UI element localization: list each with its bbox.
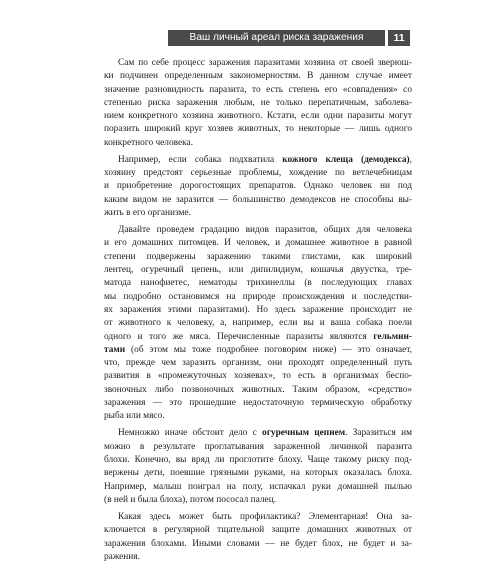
text-run: и приобретение дорогостоящих препаратов. Однако человек ни под [104,181,412,192]
text-line [104,110,412,123]
text-run: можно в результате проглатывания зараженной личинкой паразита [104,441,412,452]
text-run: конкретного человека. [104,137,194,148]
bold-term: гельмин- [373,331,412,342]
text-line [104,180,412,193]
text-line [104,264,412,277]
text-line [104,357,412,370]
body-text [104,57,412,564]
text-run: поразить широкий круг хозяев животных, то некоторые — лишь одного [104,124,412,135]
text-run: хозяину предстоят серьезные проблемы, хождение по ветлечебницам [104,168,412,179]
text-run: нием конкретного хозяина животного. Кстати, если одни паразиты могут [104,111,412,122]
text-run: каким видом не заразится — большинство демодексов не способны вы- [104,194,412,205]
text-run: мы подробно остановимся на природе происхождения и последстви- [104,291,412,302]
text-line [104,524,412,537]
text-line [104,224,412,237]
text-run: Давайте проведем градацию видов паразитов, общих для человека [118,225,412,236]
paragraph [104,154,412,220]
text-run: блохи. Конечно, вы вряд ли проглотите блоху. Чаще такому риску под- [104,455,412,465]
text-run: . Заразиться им [345,428,412,439]
text-line [104,551,412,564]
text-run: лентец, огуречный цепень, или дипилидиум, кошачья двуустка, тре- [104,265,412,276]
text-run: одного и того же мяса. Перечисленные паразиты являются [104,331,374,342]
text-line [104,167,412,180]
text-line [104,84,412,97]
text-line [104,370,412,383]
text-run: и его домашних питомцев. И человек, и домашнее животное в равной [104,238,412,249]
text-line [104,194,412,207]
text-line [104,494,412,507]
text-line [104,251,412,264]
text-run: заражения блохами. Иными словами — не будет блох, не будет и за- [104,538,412,549]
text-run: Например, малыш поиграл на полу, испачкал руки домашней пылью [104,481,412,492]
running-header: Ваш личный ареал риска заражения [168,30,385,46]
text-line [104,427,412,440]
text-line [104,410,412,423]
text-line [104,304,412,317]
text-run: Какая здесь может быть профилактика? Элементарная! Она за- [118,511,412,522]
text-run: Например, если собака подхватила [118,154,283,165]
paragraph [104,427,412,507]
page-number: 11 [388,30,410,46]
text-run: , [409,154,412,165]
text-run: развития в «промежуточных хозяевах», то есть в организмах беспо- [104,371,412,382]
text-line [104,154,412,167]
text-line [104,538,412,551]
text-run: степенью риска заражения любым, не только перепатичным, заболева- [104,97,412,108]
text-line [104,511,412,524]
text-line [104,384,412,397]
text-run: вержены дети, поевшие грязными руками, на которых оказалась блоха. [104,468,412,479]
text-line [104,344,412,357]
text-line [104,207,412,220]
text-line [104,331,412,344]
text-run: рыба или мясо. [104,411,165,422]
text-run: что, прежде чем заразить организм, они проходят определенный путь [104,358,412,369]
text-line [104,317,412,330]
text-line [104,397,412,410]
text-run: ключается в регулярной тщательной защите домашних животных от [104,525,412,536]
bold-term: кожного клеща (демодекса) [282,154,410,165]
text-run: ражения. [104,551,140,562]
text-run: звоночных либо позвоночных животных. Таким образом, «средство» [104,384,412,395]
text-line [104,454,412,467]
text-run: (в ней и была блоха), потом пососал палец. [104,494,277,505]
text-run: Сам по себе процесс заражения паразитами хозяина от своей зверюш- [118,58,412,68]
text-line [104,277,412,290]
text-run: ях заражения этими паразитами). Но здесь заражение происходит не [104,304,412,315]
text-run: матода нанофиетес, нематоды трихинеллы (в последующих главах [104,278,412,289]
text-line [104,237,412,250]
text-line [104,137,412,150]
paragraph [104,57,412,150]
text-run: от животного к человеку, а, например, если вы и ваша собака поели [104,318,412,329]
text-run: ки подчинен определенным закономерностям. В данном случае имеет [104,71,412,82]
text-line [104,481,412,494]
text-line [104,97,412,110]
paragraph [104,511,412,564]
text-line [104,291,412,304]
bold-term: огуречным цепнем [262,428,346,439]
text-line [104,467,412,480]
bold-term: тами [104,344,126,355]
text-line [104,57,412,70]
text-line [104,70,412,83]
text-run: жить в его организме. [104,208,191,219]
text-run: (об этом мы тоже подробнее поговорим ниже) — это означает, [125,344,412,355]
text-run: Немножко иначе обстоит дело с [118,428,263,439]
text-run: заражения — это прошедшие недостаточную термическую обработку [104,398,412,409]
text-run: степени подвержены заражению такими глистами, как широкий [104,251,412,262]
text-line [104,123,412,136]
paragraph [104,224,412,423]
text-run: значение разновидность паразита, то есть степень его «совпадения» со [104,84,412,95]
text-line [104,441,412,454]
